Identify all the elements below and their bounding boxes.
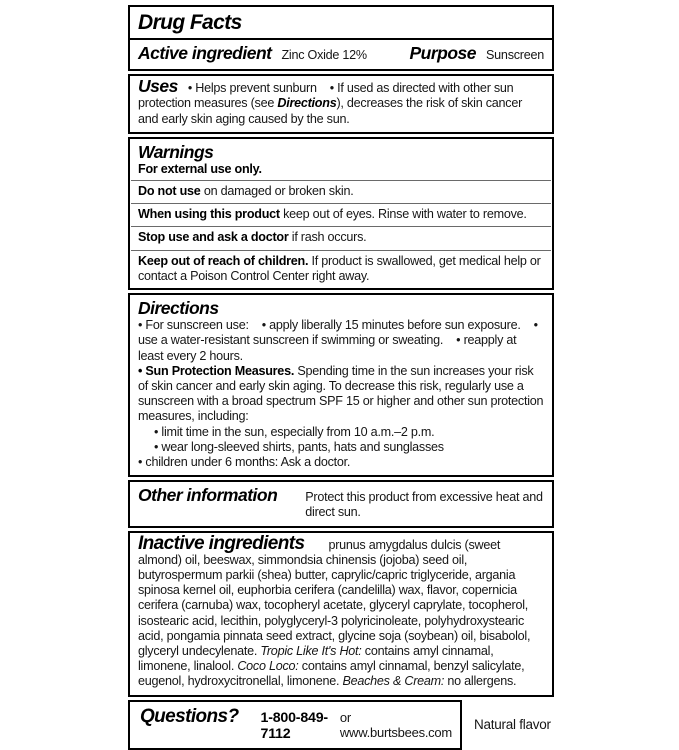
bottom-row: [128, 700, 554, 750]
warnings-heading: Warnings: [138, 141, 214, 162]
uses-directions-ref: Directions: [277, 96, 337, 111]
active-ingredient-heading: Active ingredient: [138, 43, 272, 64]
uses-bullet-1: • Helps prevent sunburn: [187, 81, 317, 96]
warning-rest-text: If product is swallowed, get medical help or contact a Poison Control Center right away.: [138, 253, 541, 283]
directions-bullet: • reapply at least every 2 hours.: [138, 333, 517, 363]
directions-children-bullet: • children under 6 months: Ask a doctor.: [138, 455, 351, 470]
warning-row-do-not-use: [130, 181, 552, 203]
other-information-section: [128, 480, 554, 527]
title-row: [130, 7, 552, 38]
warning-row-keep-out-of-reach: [130, 251, 552, 288]
purpose-group: [410, 43, 545, 64]
sun-protection-text: Spending time in the sun increases your risk of skin cancer and early skin aging. To decrease this risk, regularly use a sunscreen with a broad spectrum SPF 15 or higher and other sun protection measures, including:: [138, 363, 544, 424]
ingredient-list-text: contains amyl cinnamal, limonene, linalool.: [138, 644, 494, 674]
warnings-section: [128, 137, 554, 290]
active-ingredient-group: [138, 43, 367, 64]
ingredient-list-text: prunus amygdalus dulcis (sweet almond) oil, beeswax, simmondsia chinensis (jojoba) seed oil, butyrospermum parkii (shea) butter, caprylic/capric triglyceride, argania spinosa kernel oil, euphorbia cerifera (candelilla) wax, flavor, copernicia cerifera (carnuba) wax, tocopheryl acetate, glyceryl caprylate, tocopherol, isostearic acid, lecithin, polyglyceryl-3 polyricinoleate, polyhydroxystearic acid, pongamia pinnata seed extract, glycine soja (soybean) oil, bisabolol, glyceryl undecylenate.: [138, 537, 531, 659]
directions-section: [128, 293, 554, 477]
natural-flavor-text: Natural flavor: [474, 717, 551, 733]
purpose-heading: Purpose: [409, 43, 477, 64]
inactive-ingredients-paragraph: [138, 532, 544, 690]
drug-facts-label: [128, 5, 554, 750]
active-ingredient-value: Zinc Oxide 12%: [281, 48, 367, 63]
warning-row-stop-use: [130, 227, 552, 249]
directions-heading: Directions: [138, 298, 219, 319]
uses-bullet-2-end: ), decreases the risk of skin cancer and early skin aging caused by the sun.: [138, 96, 523, 126]
warning-bold-text: Keep out of reach of children.: [138, 253, 309, 268]
warning-rest-text: on damaged or broken skin.: [200, 184, 354, 199]
uses-bullet-2: • If used as directed with other sun protection measures (see: [138, 81, 514, 111]
ingredient-list-text: contains amyl cinnamal, benzyl salicylate, eugenol, hydroxycitronellal, limonene.: [138, 659, 525, 689]
sun-protection-paragraph: [138, 364, 544, 425]
questions-heading: Questions?: [140, 705, 239, 727]
header-section: [128, 5, 554, 71]
sun-protection-heading: • Sun Protection Measures.: [138, 363, 295, 378]
warning-rest-text: keep out of eyes. Rinse with water to remove.: [279, 207, 527, 222]
directions-bullet: • use a water-resistant sunscreen if swimming or sweating.: [138, 318, 538, 348]
uses-section: [128, 74, 554, 134]
phone-number: 1-800-849-7112: [260, 709, 328, 742]
warning-row-when-using: [130, 204, 552, 226]
inactive-ingredients-heading: Inactive ingredients: [138, 532, 305, 554]
website-text: or www.burtsbees.com: [339, 709, 452, 740]
other-information-row: [130, 482, 552, 525]
fragrance-name-beaches-cream: Beaches & Cream:: [342, 674, 445, 689]
warnings-head: [130, 139, 552, 180]
purpose-value: Sunscreen: [486, 48, 544, 63]
warning-bold-text: Stop use and ask a doctor: [138, 230, 289, 245]
other-information-heading: Other information: [138, 485, 278, 506]
directions-sub-bullet-limit-time: • limit time in the sun, especially from 10 a.m.–2 p.m.: [154, 424, 435, 439]
directions-line-1: [138, 318, 544, 364]
fragrance-name-coco-loco: Coco Loco:: [237, 659, 299, 674]
active-ingredient-row: [130, 40, 552, 69]
uses-paragraph: [138, 76, 544, 127]
directions-bullet: • apply liberally 15 minutes before sun exposure.: [261, 318, 521, 333]
fragrance-name-tropic: Tropic Like It's Hot:: [260, 644, 362, 659]
drug-facts-title: Drug Facts: [138, 11, 242, 34]
directions-sub-bullet-clothing: • wear long-sleeved shirts, pants, hats and sunglasses: [154, 439, 444, 454]
warning-rest-text: if rash occurs.: [288, 230, 367, 245]
other-information-text: Protect this product from excessive heat and direct sun.: [305, 490, 543, 520]
external-use-line: For external use only.: [138, 161, 262, 176]
uses-heading: Uses: [138, 76, 178, 97]
directions-bullet: • For sunscreen use:: [138, 318, 249, 333]
warning-bold-text: When using this product: [138, 207, 280, 222]
warning-bold-text: Do not use: [138, 184, 201, 199]
inactive-ingredients-section: [128, 531, 554, 697]
questions-section: [128, 700, 462, 750]
ingredient-list-text: no allergens.: [444, 674, 517, 689]
